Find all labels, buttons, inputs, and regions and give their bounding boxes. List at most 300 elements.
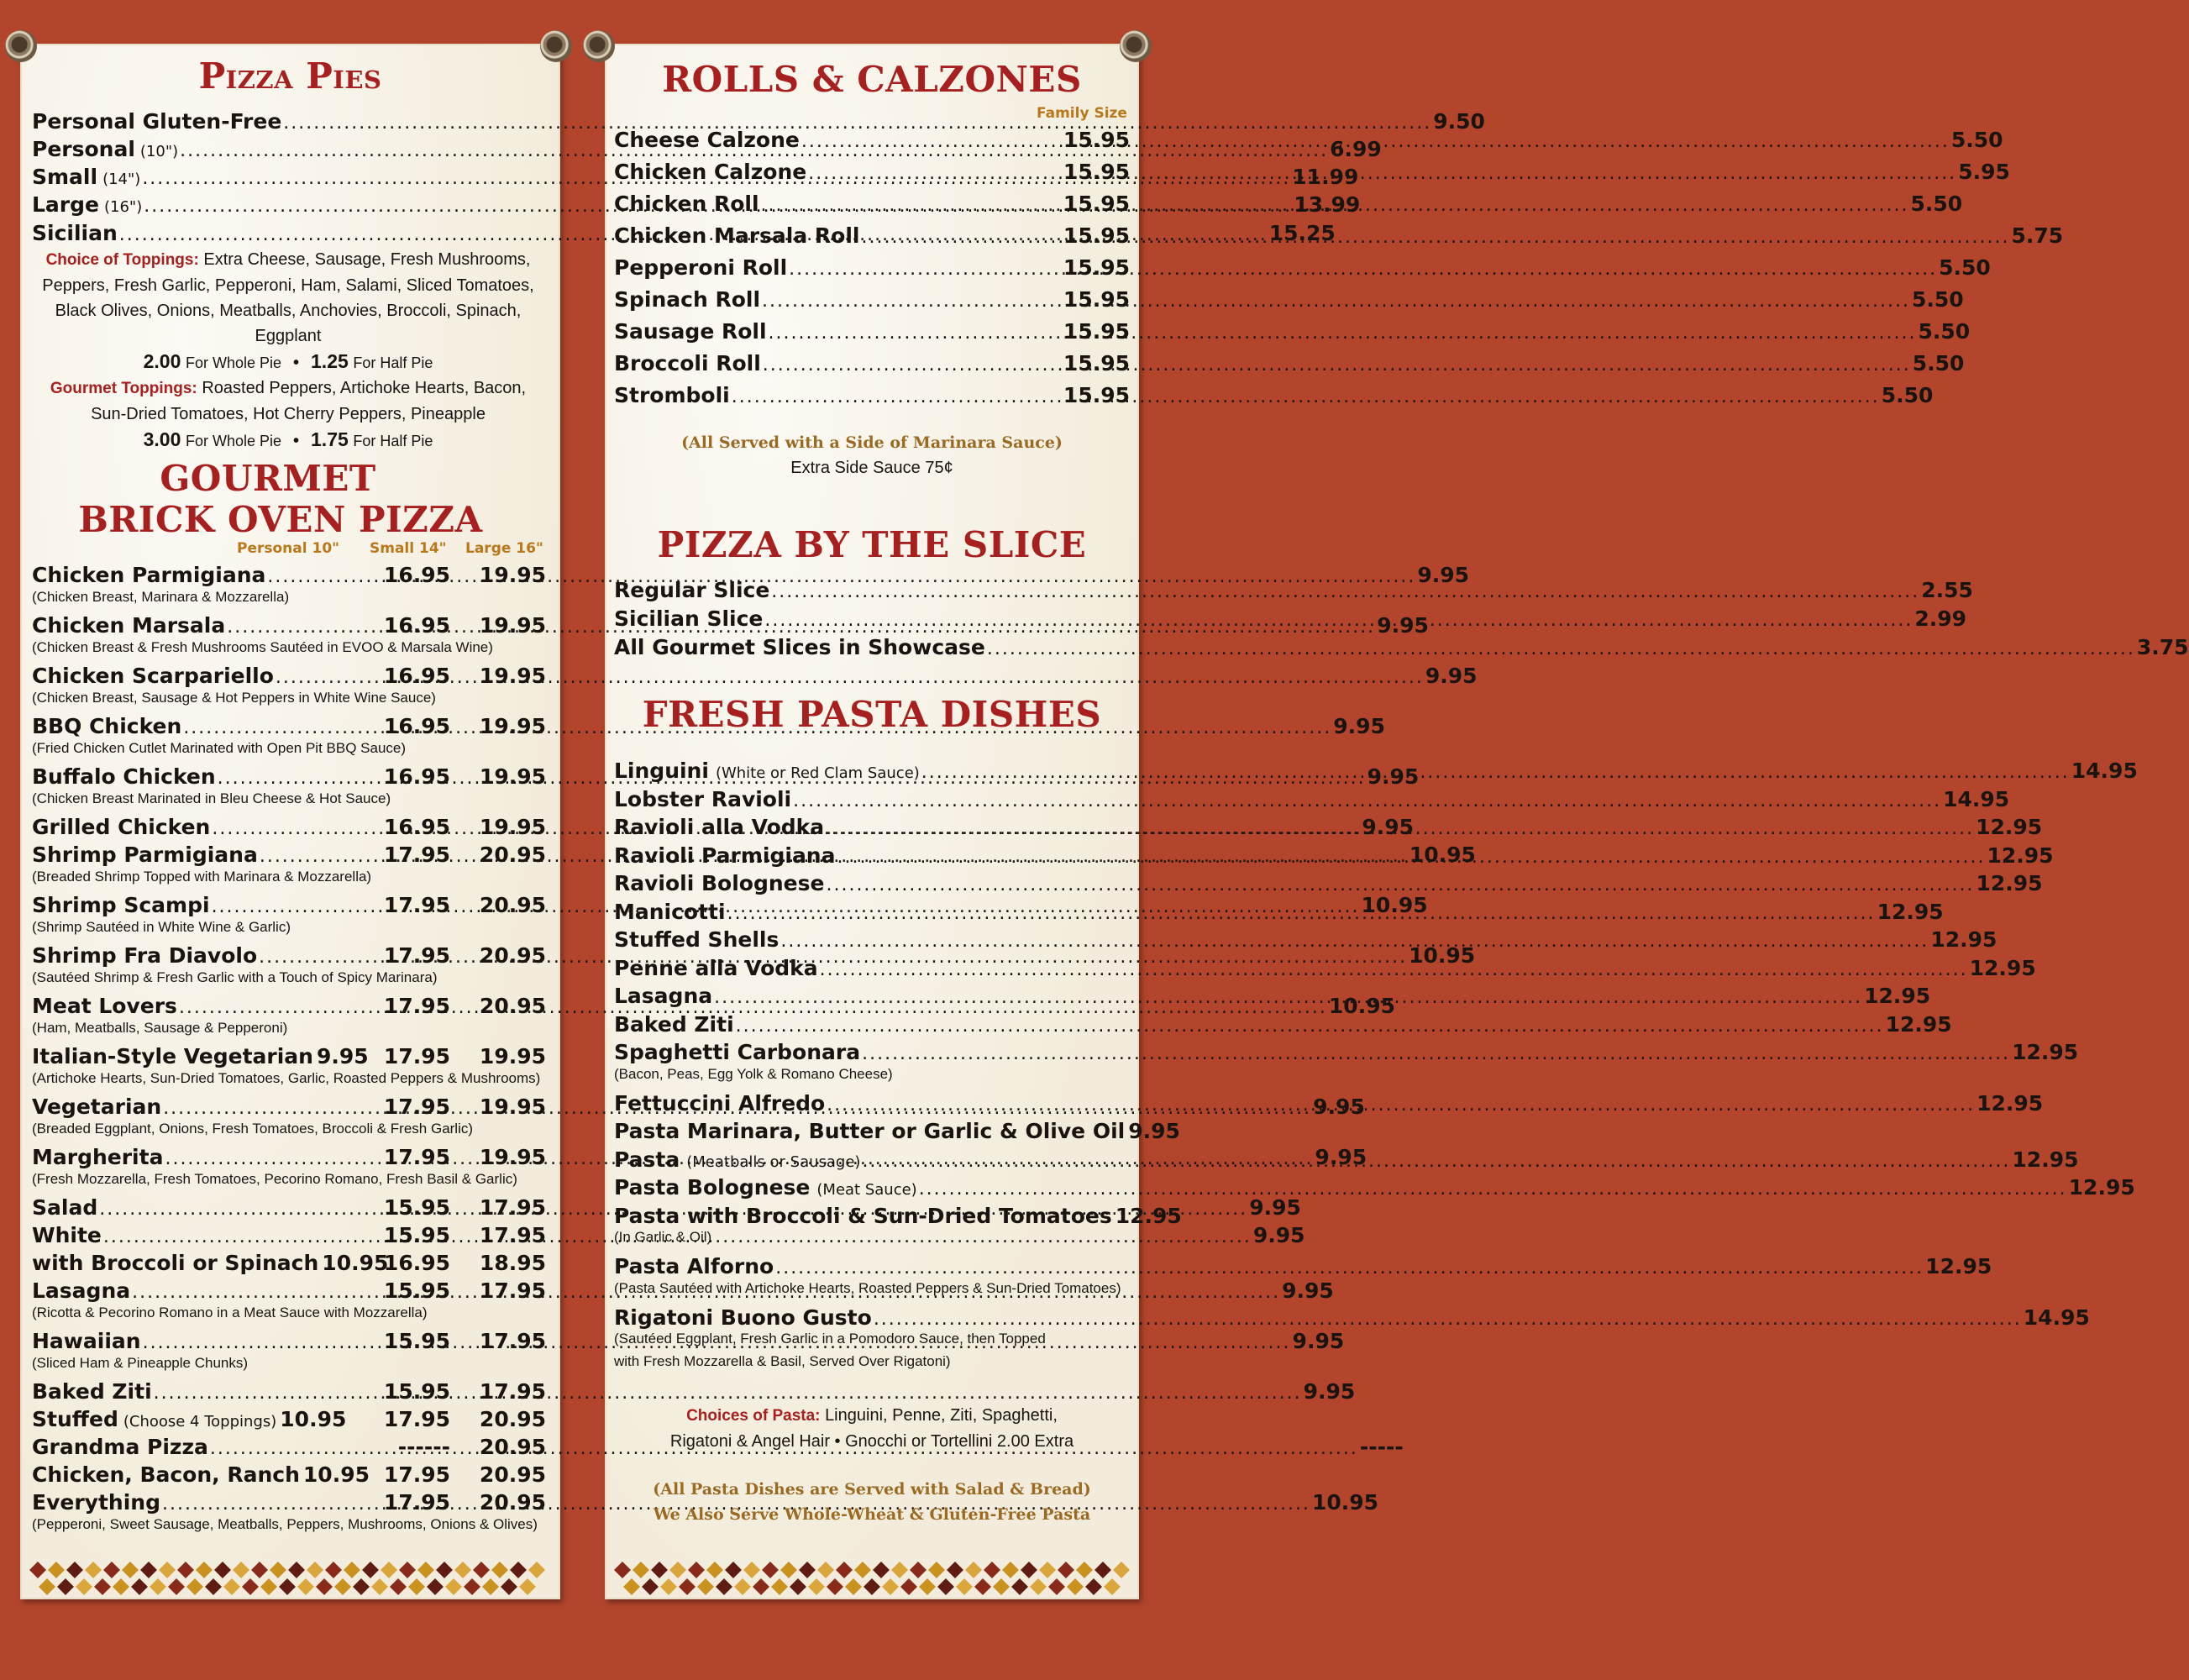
leader-dots — [789, 259, 1937, 280]
diamond-tile — [140, 1562, 157, 1578]
pasta-choices-label: Choices of Pasta: — [686, 1407, 821, 1425]
price-large: 19.95 — [479, 714, 546, 738]
item-price: 12.95 — [1885, 1011, 1952, 1037]
item-name: Salad — [32, 1195, 98, 1220]
leader-dots — [154, 1383, 1302, 1404]
diamond-tile — [334, 1578, 351, 1595]
item-description: (Sautéed Eggplant, Fresh Garlic in a Pomodoro Sauce, then Topped — [614, 1331, 1046, 1347]
diamond-tile — [57, 1578, 74, 1595]
leader-dots — [919, 1179, 2067, 1200]
item-price: 12.95 — [1976, 871, 2043, 895]
item-price: 12.95 — [2012, 1147, 2079, 1172]
diamond-tile — [947, 1562, 963, 1578]
item-price: 5.50 — [1912, 287, 1964, 312]
leader-dots — [874, 1309, 2022, 1330]
item-name: Linguini — [614, 759, 709, 783]
item-description: (Chicken Breast Marinated in Bleu Cheese & Hot Sauce) — [32, 790, 391, 806]
price-small: 17.95 — [383, 1462, 450, 1487]
price-family-size: 15.95 — [1063, 287, 1130, 312]
item-name: with Broccoli or Spinach — [32, 1251, 319, 1275]
item-name: Margherita — [32, 1145, 164, 1169]
whole-wheat-note: We Also Serve Whole-Wheat & Gluten-Free Pasta — [653, 1505, 1091, 1524]
item-price: 12.95 — [1969, 955, 2036, 980]
diamond-tile — [900, 1578, 917, 1595]
price-personal: 10.95 — [1311, 1490, 1379, 1515]
item-name: BBQ Chicken — [32, 714, 182, 738]
diamond-tile — [113, 1578, 129, 1595]
item-name: Stromboli — [614, 383, 730, 407]
diamond-tile — [270, 1562, 286, 1578]
price-personal: 9.95 — [1333, 714, 1385, 738]
leader-dots — [793, 790, 1941, 811]
toppings-line: Extra Cheese, Sausage, Fresh Mushrooms, — [203, 250, 531, 269]
item-size: (16") — [103, 198, 143, 216]
item-name: Shrimp Scampi — [32, 893, 210, 917]
diamond-tile — [743, 1562, 760, 1578]
price-large: 20.95 — [479, 893, 546, 917]
diamond-tile — [122, 1562, 139, 1578]
price-large: 19.95 — [479, 1095, 546, 1119]
diamond-tile — [827, 1578, 843, 1595]
item-price: 12.95 — [2012, 1040, 2079, 1064]
diamond-tile — [965, 1562, 982, 1578]
diamond-tile — [177, 1562, 194, 1578]
item-name: Chicken Calzone — [614, 160, 807, 184]
leader-dots — [820, 959, 1968, 980]
item-name: Meat Lovers — [32, 994, 177, 1018]
diamond-tile — [103, 1562, 120, 1578]
price-small: 17.95 — [383, 1095, 450, 1119]
item-price: 12.95 — [1976, 1090, 2044, 1116]
price-personal: 10.95 — [1361, 893, 1428, 917]
item-name: Ravioli alla Vodka — [614, 815, 825, 839]
item-name: Chicken Marsala Roll — [614, 223, 860, 248]
price-large: 19.95 — [479, 815, 546, 839]
topping-price-half: 1.25 — [311, 350, 349, 372]
pasta-choices-line: Linguini, Penne, Ziti, Spaghetti, — [825, 1406, 1058, 1425]
section-title-slice: PIZZA BY THE SLICE — [657, 524, 1087, 565]
item-name: Lobster Ravioli — [614, 786, 792, 811]
leader-dots — [764, 610, 1913, 631]
item-name: Baked Ziti — [32, 1379, 152, 1404]
price-small: 16.95 — [383, 664, 450, 688]
pasta-row — [614, 1119, 1180, 1143]
item-price: 14.95 — [2071, 759, 2138, 783]
item-name: Pepperoni Roll — [614, 255, 788, 280]
price-large: 20.95 — [479, 843, 546, 867]
diamond-tile — [519, 1578, 536, 1595]
toppings-line: Black Olives, Onions, Meatballs, Anchovies, Broccoli, Spinach, Eggplant — [55, 302, 522, 345]
item-size: (10") — [139, 143, 179, 160]
extra-sauce-note: Extra Side Sauce 75¢ — [790, 459, 953, 477]
diamond-tile — [984, 1562, 1000, 1578]
leader-dots — [761, 195, 1909, 216]
item-price: 12.95 — [1877, 899, 1944, 924]
diamond-tile — [94, 1578, 111, 1595]
item-name: Chicken Parmigiana — [32, 563, 266, 587]
item-price: 12.95 — [1864, 984, 1931, 1008]
item-description: (Chicken Breast & Fresh Mushrooms Sautéed in EVOO & Marsala Wine) — [32, 639, 493, 655]
diamond-tile — [1085, 1578, 1102, 1595]
pasta-served-note — [605, 1477, 1139, 1527]
price-personal: 9.95 — [1303, 1379, 1356, 1404]
price-personal: 9.95 — [1249, 1195, 1301, 1220]
item-name: Spaghetti Carbonara — [614, 1040, 861, 1064]
bullet: • — [293, 354, 300, 372]
diamond-tile — [799, 1562, 816, 1578]
item-name: Pasta Marinara, Butter or Garlic & Olive Oil — [614, 1119, 1126, 1143]
half-pie-label: For Half Pie — [353, 433, 433, 449]
pasta-row — [614, 871, 2043, 895]
item-name: Stuffed Shells — [614, 927, 780, 952]
pasta-row — [614, 1203, 1182, 1228]
diamond-tile — [669, 1562, 686, 1578]
price-family-size: 15.95 — [1063, 192, 1130, 216]
item-name: Lasagna — [614, 984, 713, 1008]
item-price: 14.95 — [2023, 1305, 2090, 1330]
diamond-tile — [464, 1578, 480, 1595]
diamond-tile — [1048, 1578, 1065, 1595]
leader-dots — [775, 1257, 1924, 1278]
diamond-tile — [223, 1578, 240, 1595]
item-name: Regular Slice — [614, 578, 770, 602]
leader-dots — [826, 818, 1974, 839]
diamond-tile — [660, 1578, 677, 1595]
item-description: (Fried Chicken Cutlet Marinated with Open Pit BBQ Sauce) — [32, 740, 407, 756]
diamond-tile — [697, 1578, 714, 1595]
diamond-tile — [633, 1562, 649, 1578]
leader-dots — [808, 163, 1956, 184]
price-personal: 9.95 — [1362, 815, 1415, 839]
rolls-note — [605, 430, 1139, 480]
gourmet-line: Roasted Peppers, Artichoke Hearts, Bacon, — [202, 379, 527, 397]
diamond-tile — [242, 1578, 259, 1595]
item-price: 5.50 — [1910, 192, 1963, 216]
diamond-tile — [771, 1578, 788, 1595]
price-small: 17.95 — [383, 843, 450, 867]
diamond-tile — [1113, 1562, 1130, 1578]
diamond-tile — [817, 1562, 834, 1578]
diamond-tile — [297, 1578, 314, 1595]
column-header-large: Large 16" — [465, 540, 543, 557]
item-price: 5.50 — [1881, 383, 1934, 407]
price-small: 17.95 — [383, 893, 450, 917]
price-small: 15.95 — [383, 1329, 450, 1353]
item-price: 5.50 — [1939, 255, 1991, 280]
diamond-tile — [808, 1578, 825, 1595]
leader-dots — [861, 227, 2009, 248]
price-small: 16.95 — [383, 714, 450, 738]
diamond-tile — [186, 1578, 203, 1595]
diamond-tile — [260, 1578, 277, 1595]
item-description: (In Garlic & Oil) — [614, 1229, 712, 1245]
item-description: (Chicken Breast, Sausage & Hot Peppers in White Wine Sauce) — [32, 690, 436, 706]
item-description: (Artichoke Hearts, Sun-Dried Tomatoes, Garlic, Roasted Peppers & Mushrooms) — [32, 1070, 541, 1086]
leader-dots — [736, 1016, 1884, 1037]
item-price: 9.95 — [1128, 1119, 1180, 1143]
diamond-tile — [510, 1562, 527, 1578]
item-price: 5.95 — [1958, 160, 2010, 184]
whole-pie-label: For Whole Pie — [185, 433, 281, 449]
item-name: Shrimp Parmigiana — [32, 843, 258, 867]
item-name: Stuffed — [32, 1407, 118, 1431]
diamond-tile — [688, 1562, 705, 1578]
item-description: (Pasta Sautéed with Artichoke Hearts, Roasted Peppers & Sun-Dried Tomatoes) — [614, 1279, 1121, 1296]
item-name: Cheese Calzone — [614, 128, 800, 152]
item-price: 12.95 — [1115, 1203, 1182, 1228]
column-header-family-size: Family Size — [1037, 105, 1127, 122]
item-name: Large — [32, 192, 99, 217]
diamond-tile — [316, 1578, 333, 1595]
price-small: 15.95 — [383, 1223, 450, 1247]
diamond-tile — [399, 1562, 416, 1578]
slice-row — [614, 578, 1973, 602]
price-personal: 10.95 — [302, 1462, 370, 1487]
item-price: 9.50 — [1433, 109, 1485, 134]
diamond-tile — [353, 1578, 370, 1595]
diamond-tile — [919, 1578, 936, 1595]
leader-dots — [987, 638, 2135, 659]
diamond-tile — [205, 1578, 222, 1595]
item-name: Baked Ziti — [614, 1011, 734, 1037]
item-price: 5.75 — [2011, 223, 2064, 248]
price-small: 16.95 — [383, 1251, 450, 1275]
leader-dots — [732, 386, 1880, 407]
price-family-size: 15.95 — [1063, 160, 1130, 184]
diamond-tile — [436, 1562, 453, 1578]
price-small: ------ — [397, 1435, 450, 1459]
half-pie-label: For Half Pie — [353, 354, 433, 371]
price-small: 15.95 — [383, 1278, 450, 1303]
diamond-tile — [1002, 1562, 1019, 1578]
item-description: (Sliced Ham & Pineapple Chunks) — [32, 1355, 249, 1371]
diamond-tile — [734, 1578, 751, 1595]
item-note: (Meatballs or Sausage) — [686, 1152, 861, 1171]
pasta-row — [614, 1175, 2135, 1200]
price-personal: ----- — [1359, 1435, 1404, 1459]
price-large: 17.95 — [479, 1379, 546, 1404]
section-title-brick-oven: BRICK OVEN PIZZA — [78, 499, 483, 540]
brick-oven-row — [32, 1407, 347, 1431]
pasta-row — [614, 1011, 1952, 1037]
salad-bread-note: (All Pasta Dishes are Served with Salad & Bread) — [653, 1480, 1091, 1499]
toppings-line: Peppers, Fresh Garlic, Pepperoni, Ham, Salami, Sliced Tomatoes, — [42, 276, 534, 295]
price-large: 19.95 — [479, 1044, 546, 1068]
diamond-tile — [716, 1578, 732, 1595]
item-name: Grilled Chicken — [32, 815, 211, 839]
diamond-tile — [706, 1562, 723, 1578]
leader-dots — [921, 762, 2070, 783]
pasta-choices-note — [605, 1403, 1139, 1454]
diamond-tile — [214, 1562, 231, 1578]
price-small: 15.95 — [383, 1379, 450, 1404]
item-name: Penne alla Vodka — [614, 955, 818, 980]
diamond-tile — [48, 1562, 65, 1578]
item-description: (Chicken Breast, Marinara & Mozzarella) — [32, 589, 290, 605]
leader-dots — [826, 874, 1974, 895]
price-personal: 9.95 — [1313, 1095, 1365, 1119]
item-description: (Pepperoni, Sweet Sausage, Meatballs, Peppers, Mushrooms, Onions & Olives) — [32, 1516, 538, 1532]
price-small: 17.95 — [383, 943, 450, 968]
leader-dots — [862, 1151, 2010, 1172]
bullet: • — [293, 432, 300, 450]
marinara-note: (All Served with a Side of Marinara Sauce) — [681, 433, 1063, 452]
diamond-border-pattern — [29, 1561, 552, 1598]
diamond-tile — [491, 1562, 508, 1578]
item-price: 12.95 — [1987, 843, 2054, 868]
diamond-tile — [780, 1562, 797, 1578]
price-personal: 9.95 — [316, 1044, 369, 1068]
item-price: 12.95 — [1930, 927, 1997, 952]
diamond-tile — [873, 1562, 890, 1578]
price-small: 17.95 — [383, 1407, 450, 1431]
price-large: 19.95 — [479, 1145, 546, 1169]
item-price: 2.55 — [1921, 578, 1973, 602]
item-price: 5.50 — [1950, 128, 2003, 152]
pasta-row — [614, 927, 1997, 952]
diamond-tile — [417, 1562, 434, 1578]
price-large: 18.95 — [479, 1251, 546, 1275]
diamond-tile — [473, 1562, 490, 1578]
price-large: 20.95 — [479, 1462, 546, 1487]
column-header-personal: Personal 10" — [237, 540, 340, 557]
pin-icon — [1120, 30, 1152, 62]
diamond-tile — [381, 1562, 397, 1578]
item-price: 12.95 — [1925, 1254, 1992, 1278]
diamond-tile — [928, 1562, 945, 1578]
price-family-size: 15.95 — [1063, 351, 1130, 375]
diamond-tile — [845, 1578, 862, 1595]
price-large: 17.95 — [479, 1223, 546, 1247]
item-price: 2.99 — [1914, 606, 1967, 631]
column-header-small: Small 14" — [370, 540, 447, 557]
item-name: Lasagna — [32, 1278, 131, 1303]
diamond-tile — [29, 1562, 46, 1578]
diamond-tile — [1039, 1562, 1056, 1578]
price-family-size: 15.95 — [1063, 223, 1130, 248]
title-text: Pizza Pies — [198, 55, 382, 97]
item-name: Pasta with Broccoli & Sun-Dried Tomatoes — [614, 1203, 1112, 1228]
diamond-tile — [288, 1562, 305, 1578]
item-name: Sausage Roll — [614, 319, 767, 344]
diamond-tile — [937, 1578, 954, 1595]
price-small: 17.95 — [383, 1490, 450, 1515]
diamond-tile — [325, 1562, 342, 1578]
item-name: All Gourmet Slices in Showcase — [614, 635, 985, 659]
item-name: Chicken Scarpariello — [32, 664, 274, 688]
diamond-tile — [864, 1578, 880, 1595]
diamond-tile — [150, 1578, 166, 1595]
diamond-tile — [1030, 1578, 1047, 1595]
item-description: with Fresh Mozzarella & Basil, Served Over Rigatoni) — [614, 1353, 951, 1369]
item-price: 6.99 — [1330, 137, 1382, 161]
pasta-row — [614, 786, 2010, 811]
leader-dots — [837, 847, 1985, 868]
item-description: (Ricotta & Pecorino Romano in a Meat Sauce with Mozzarella) — [32, 1305, 428, 1320]
diamond-tile — [1094, 1562, 1111, 1578]
price-personal: 10.95 — [1409, 843, 1476, 867]
item-name: Personal Gluten-Free — [32, 109, 282, 134]
diamond-tile — [445, 1578, 462, 1595]
item-name: Ravioli Bolognese — [614, 871, 825, 895]
item-size: (14") — [102, 171, 141, 188]
price-family-size: 15.95 — [1063, 383, 1130, 407]
item-name: Ravioli Parmigiana — [614, 843, 836, 868]
diamond-tile — [891, 1562, 908, 1578]
price-personal: 9.95 — [1417, 563, 1470, 587]
item-price: 3.75 — [2136, 635, 2189, 659]
price-family-size: 15.95 — [1063, 128, 1130, 152]
price-small: 17.95 — [383, 1145, 450, 1169]
gourmet-toppings-label: Gourmet Toppings: — [50, 380, 197, 397]
item-note: (White or Red Clam Sauce) — [715, 764, 920, 782]
diamond-tile — [974, 1578, 991, 1595]
diamond-tile — [344, 1562, 360, 1578]
price-large: 20.95 — [479, 1490, 546, 1515]
brick-oven-row — [32, 1251, 389, 1275]
price-large: 17.95 — [479, 1329, 546, 1353]
price-large: 20.95 — [479, 1435, 546, 1459]
price-small: 17.95 — [383, 1044, 450, 1068]
toppings-note — [25, 247, 551, 454]
topping-price-whole: 2.00 — [143, 350, 181, 372]
diamond-tile — [501, 1578, 517, 1595]
item-description: (Ham, Meatballs, Sausage & Pepperoni) — [32, 1020, 288, 1036]
item-price: 5.50 — [1918, 319, 1971, 344]
leader-dots — [771, 581, 1919, 602]
toppings-label: Choice of Toppings: — [45, 251, 199, 269]
item-name: Chicken Marsala — [32, 613, 226, 638]
diamond-tile — [1076, 1562, 1093, 1578]
diamond-tile — [196, 1562, 213, 1578]
diamond-tile — [623, 1578, 640, 1595]
brick-oven-row — [32, 1462, 370, 1487]
diamond-tile — [159, 1562, 176, 1578]
diamond-tile — [725, 1562, 742, 1578]
price-large: 17.95 — [479, 1278, 546, 1303]
price-small: 16.95 — [383, 563, 450, 587]
leader-dots — [714, 987, 1862, 1008]
price-small: 16.95 — [383, 764, 450, 789]
item-name: Spinach Roll — [614, 287, 761, 312]
item-note: (Meat Sauce) — [816, 1181, 917, 1199]
item-name: Sicilian Slice — [614, 606, 764, 631]
item-price: 12.95 — [2068, 1175, 2135, 1200]
diamond-tile — [790, 1578, 806, 1595]
price-small: 16.95 — [383, 613, 450, 638]
diamond-tile — [408, 1578, 425, 1595]
price-large: 20.95 — [479, 943, 546, 968]
item-price: 12.95 — [1976, 815, 2043, 839]
diamond-tile — [307, 1562, 323, 1578]
item-name: Everything — [32, 1490, 160, 1515]
pin-icon — [583, 30, 615, 62]
section-title-pizza-pies — [20, 55, 560, 97]
pasta-row — [614, 1305, 2090, 1330]
item-name: Pasta Alforno — [614, 1254, 774, 1278]
item-name: Pasta — [614, 1147, 680, 1172]
leader-dots — [763, 354, 1911, 375]
leader-dots — [762, 291, 1910, 312]
item-name: Chicken Roll — [614, 192, 759, 216]
leader-dots — [769, 323, 1917, 344]
item-name: Chicken, Bacon, Ranch — [32, 1462, 300, 1487]
price-personal: 9.95 — [1282, 1278, 1334, 1303]
diamond-tile — [642, 1578, 659, 1595]
price-large: 19.95 — [479, 764, 546, 789]
pasta-choices-line: Rigatoni & Angel Hair • Gnocchi or Tortellini 2.00 Extra — [669, 1432, 1074, 1451]
diamond-tile — [528, 1562, 545, 1578]
